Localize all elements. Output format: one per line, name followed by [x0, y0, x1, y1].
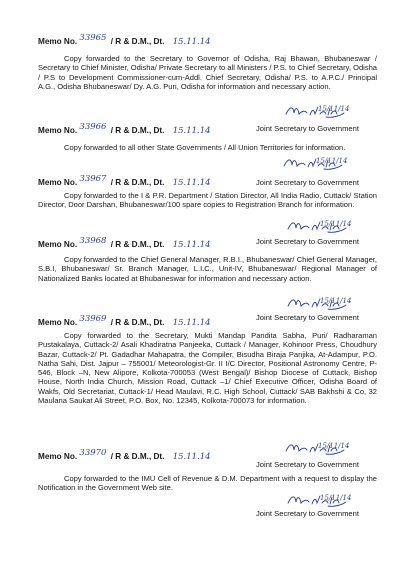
memo-label: Memo No.	[38, 240, 78, 249]
memo-date: 15.11.14	[172, 240, 211, 250]
memo-date: 15.11.14	[172, 452, 211, 462]
handwritten-signature	[286, 295, 352, 311]
signature-date: 15/11/14	[320, 220, 352, 228]
memo-text: Copy forwarded to the I & P.R. Department / Station Director, All India Radio, Cuttack/ Station Director, Door Darshan, Bhubaneswar/100 spare copies to Registration Branch for information.	[38, 191, 377, 210]
handwritten-signature	[286, 492, 352, 508]
memo-header	[38, 236, 211, 250]
office-label: / R & D.M., Dt.	[110, 37, 165, 46]
handwritten-signature	[284, 440, 350, 456]
office-label: / R & D.M., Dt.	[110, 240, 165, 249]
memo-label: Memo No.	[38, 178, 78, 187]
signature-date: 15/11/14	[320, 494, 352, 502]
memo-date: 15.11.14	[172, 126, 211, 136]
memo-text: Copy forwarded to the IMU Cell of Revenue & D.M. Department with a request to display the Notification in the Government Web site.	[38, 474, 377, 493]
memo-date: 15.11.14	[172, 318, 211, 328]
signatory-designation: Joint Secretary to Government	[256, 460, 359, 469]
handwritten-signature	[282, 155, 348, 171]
signature-date: 15/11/14	[318, 442, 350, 450]
memo-header	[38, 314, 211, 328]
memo-text: Copy forwarded to the Secretary, Mukti Mandap Pandita Sabha, Puri/ Radharaman Pustakalaya, Cuttack-2/ Asali Khadiratna Panjeeka, Cuttack / Manager, Kohinoor Press, Choudhury Bazar, Cuttack-2/ Pt. Gadadhar Mahapatra, the Compiler, Bisudha Biraja Panjika, At-Adampur, P.O. Natha Sahi, Dist. Jajpur – 755001/ Meteorologist-Gr. II I/C Director, Positional Astronomy Centre, P-546, Block –N, New Alipore, Kolkota-700053 (West Bengal)/ Bishop Diocese of Cuttack, Bishop House, North India Church, Mission Road, Cuttack –1/ Chief Executive Officer, Odisha Board of Wakfs, Old Secretariat, Cuttack-1/ Head Maulavi, R.C. High School, Cuttack/ SAB Bakhshi & Co, 32 Maulana Saukat Ali Street, P.O. Box, No. 12345, Kolkota-700073 for information.	[38, 331, 377, 406]
signature-date: 15/11/14	[316, 157, 348, 165]
office-label: / R & D.M., Dt.	[110, 318, 165, 327]
memo-label: Memo No.	[38, 452, 78, 461]
memo-text: Copy forwarded to all other State Governments / All Union Territories for information.	[64, 143, 346, 152]
signature-date: 15/11/14	[318, 105, 350, 113]
memo-number: 33968	[79, 236, 107, 246]
memo-date: 15.11.14	[172, 37, 211, 47]
memo-number: 33965	[79, 33, 107, 43]
signatory-designation: Joint Secretary to Government	[256, 237, 359, 246]
memo-number: 33966	[79, 122, 107, 132]
memo-number: 33970	[79, 448, 107, 458]
memo-number: 33969	[79, 314, 107, 324]
memo-header	[38, 33, 211, 47]
memo-header	[38, 174, 211, 188]
handwritten-signature	[284, 103, 350, 119]
memo-label: Memo No.	[38, 126, 78, 135]
signatory-designation: Joint Secretary to Government	[256, 509, 359, 518]
memo-header	[38, 448, 211, 462]
signatory-designation: Joint Secretary to Government	[256, 124, 359, 133]
memo-date: 15.11.14	[172, 178, 211, 188]
memo-header	[38, 122, 211, 136]
memo-number: 33967	[79, 174, 107, 184]
office-label: / R & D.M., Dt.	[110, 178, 165, 187]
office-label: / R & D.M., Dt.	[110, 126, 165, 135]
signature-date: 15/11/14	[320, 297, 352, 305]
memo-text: Copy forwarded to the Secretary to Governor of Odisha, Raj Bhawan, Bhubaneswar / Secretary to Chief Minister, Odisha/ Private Secretary to all Ministers / P.S. to Chief Secretary, Odisha / P.S to Development Commissioner-cum-Addl. Chief Secretary, Odisha/ P.S. to A.P.C./ Principal A.G., Odisha Bhubaneswar/ Dy. A.G. Puri, Odisha for information and necessary action.	[38, 54, 377, 91]
office-label: / R & D.M., Dt.	[110, 452, 165, 461]
memo-label: Memo No.	[38, 318, 78, 327]
memo-text: Copy forwarded to the Chief General Manager, R.B.I., Bhubaneswar/ Chief General Manager, S.B.I, Bhubaneswar/ Sr. Branch Manager, L.I.C., Unit-IV, Bhubaneswar/ Regional Manager of Nationalized Banks located at Bhubaneswar for information and necessary action.	[38, 255, 377, 283]
handwritten-signature	[286, 218, 352, 234]
signatory-designation: Joint Secretary to Government	[256, 313, 359, 322]
memo-label: Memo No.	[38, 37, 78, 46]
signatory-designation: Joint Secretary to Government	[256, 178, 359, 187]
